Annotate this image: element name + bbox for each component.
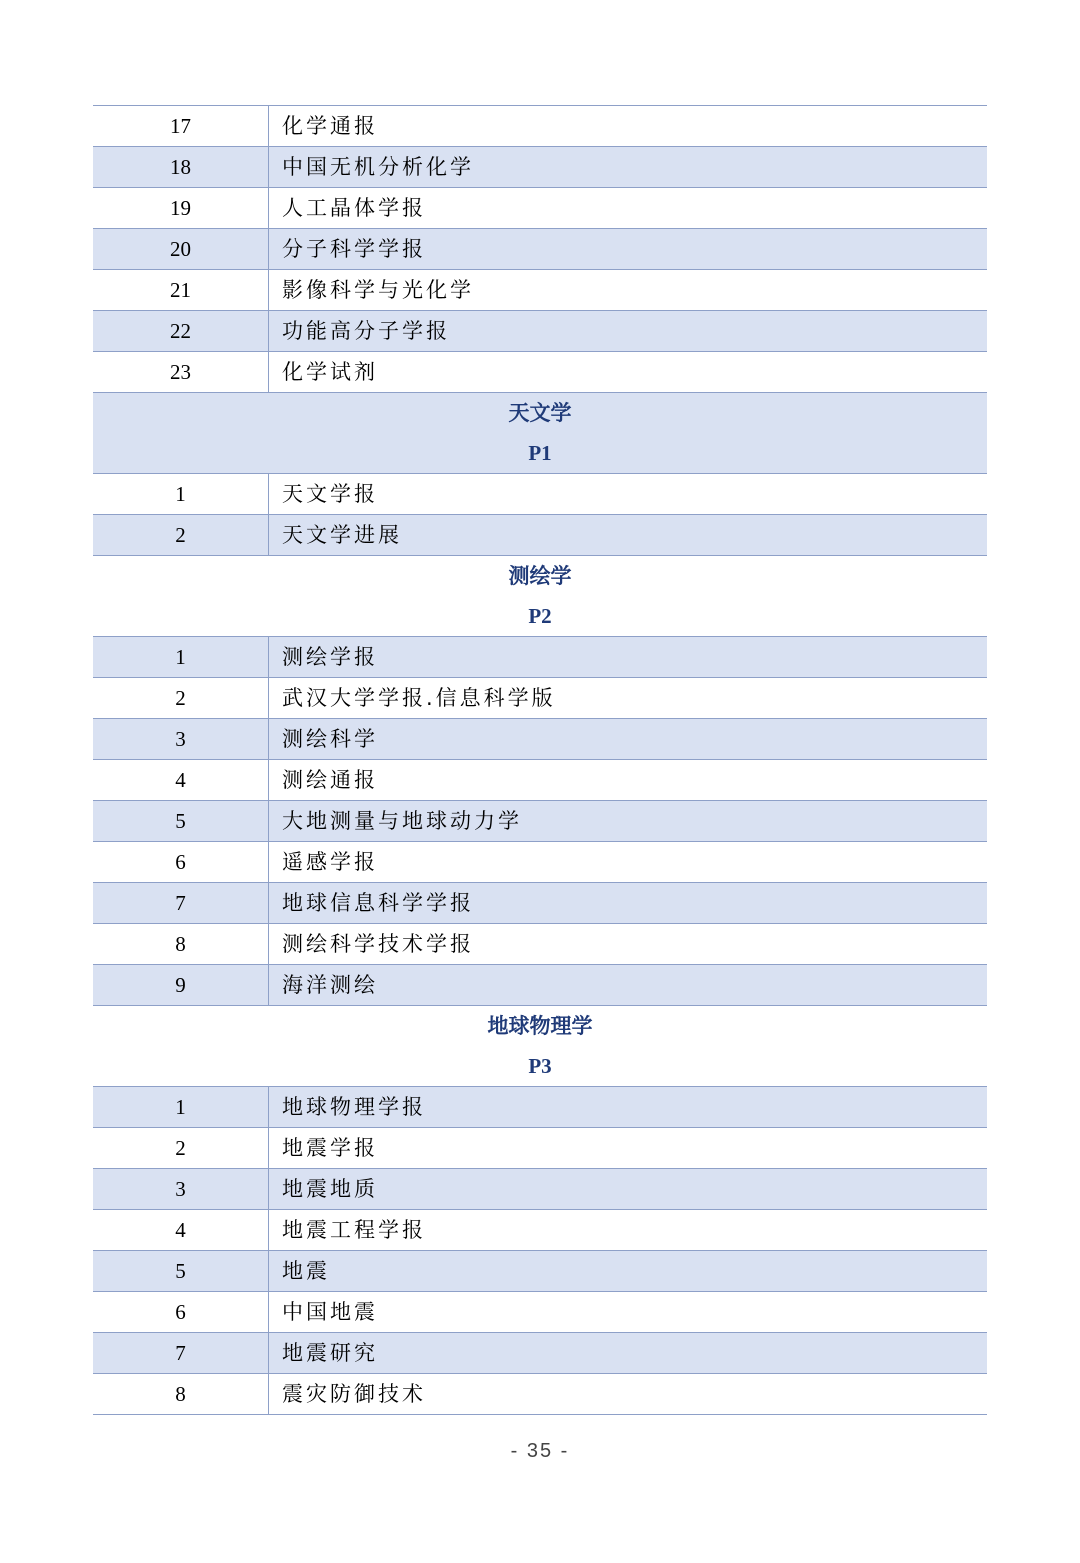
row-number: 2 [93, 678, 269, 718]
table-row [93, 474, 987, 515]
journal-name: 地震学报 [282, 1136, 378, 1160]
table-row [93, 311, 987, 352]
table-row [93, 678, 987, 719]
journal-name: 天文学报 [282, 482, 378, 506]
table-row [93, 1333, 987, 1374]
journal-name: 中国无机分析化学 [282, 155, 474, 179]
journal-name: 天文学进展 [282, 523, 402, 547]
row-number: 5 [93, 801, 269, 841]
journal-name: 功能高分子学报 [282, 319, 450, 343]
category-header [93, 393, 987, 474]
journal-name: 中国地震 [282, 1300, 378, 1324]
page-number: - 35 - [510, 1440, 570, 1462]
journal-name: 测绘通报 [282, 768, 378, 792]
journal-name: 人工晶体学报 [282, 196, 426, 220]
row-number: 5 [93, 1251, 269, 1291]
journal-name: 化学通报 [282, 114, 378, 138]
journal-name: 地震 [282, 1259, 330, 1283]
row-number: 6 [93, 1292, 269, 1332]
journal-name: 地震研究 [282, 1341, 378, 1365]
row-number: 2 [93, 515, 269, 555]
row-number: 8 [93, 1374, 269, 1414]
row-number: 4 [93, 1210, 269, 1250]
table-row [93, 719, 987, 760]
journal-name: 影像科学与光化学 [282, 278, 474, 302]
table-row [93, 760, 987, 801]
row-number: 7 [93, 883, 269, 923]
table-row [93, 842, 987, 883]
journal-name: 武汉大学学报.信息科学版 [282, 686, 556, 710]
journal-name: 测绘学报 [282, 645, 378, 669]
journal-name: 海洋测绘 [282, 973, 378, 997]
journal-name: 地震工程学报 [282, 1218, 426, 1242]
table-row [93, 188, 987, 229]
table-row [93, 801, 987, 842]
category-title: 测绘学 [508, 564, 572, 588]
row-number: 8 [93, 924, 269, 964]
row-number: 6 [93, 842, 269, 882]
category-header [93, 556, 987, 637]
row-number: 18 [93, 147, 269, 187]
table-row [93, 106, 987, 147]
row-number: 2 [93, 1128, 269, 1168]
table-row [93, 1251, 987, 1292]
row-number: 3 [93, 1169, 269, 1209]
table-row [93, 147, 987, 188]
category-code: P1 [528, 441, 552, 465]
journal-name: 大地测量与地球动力学 [282, 809, 522, 833]
journal-name: 测绘科学技术学报 [282, 932, 474, 956]
category-title: 天文学 [508, 401, 572, 425]
table-row [93, 1210, 987, 1251]
row-number: 17 [93, 106, 269, 146]
row-number: 1 [93, 1087, 269, 1127]
row-number: 1 [93, 637, 269, 677]
row-number: 1 [93, 474, 269, 514]
table-row [93, 1374, 987, 1415]
row-number: 22 [93, 311, 269, 351]
table-row [93, 229, 987, 270]
row-number: 20 [93, 229, 269, 269]
table-row [93, 270, 987, 311]
category-code: P2 [528, 604, 552, 628]
row-number: 9 [93, 965, 269, 1005]
journal-name: 地球信息科学学报 [282, 891, 474, 915]
table-row [93, 1128, 987, 1169]
table-row [93, 965, 987, 1006]
row-number: 7 [93, 1333, 269, 1373]
journal-name: 震灾防御技术 [282, 1382, 426, 1406]
row-number: 19 [93, 188, 269, 228]
category-header [93, 1006, 987, 1087]
table-row [93, 515, 987, 556]
table-row [93, 1087, 987, 1128]
row-number: 4 [93, 760, 269, 800]
journal-table [93, 105, 987, 1415]
table-row [93, 1169, 987, 1210]
journal-name: 分子科学学报 [282, 237, 426, 261]
journal-name: 测绘科学 [282, 727, 378, 751]
table-row [93, 883, 987, 924]
table-row [93, 352, 987, 393]
table-row [93, 924, 987, 965]
journal-name: 地震地质 [282, 1177, 378, 1201]
category-title: 地球物理学 [487, 1014, 593, 1038]
journal-name: 遥感学报 [282, 850, 378, 874]
row-number: 21 [93, 270, 269, 310]
table-row [93, 1292, 987, 1333]
category-code: P3 [528, 1054, 552, 1078]
row-number: 23 [93, 352, 269, 392]
row-number: 3 [93, 719, 269, 759]
table-row [93, 637, 987, 678]
journal-name: 化学试剂 [282, 360, 378, 384]
journal-name: 地球物理学报 [282, 1095, 426, 1119]
